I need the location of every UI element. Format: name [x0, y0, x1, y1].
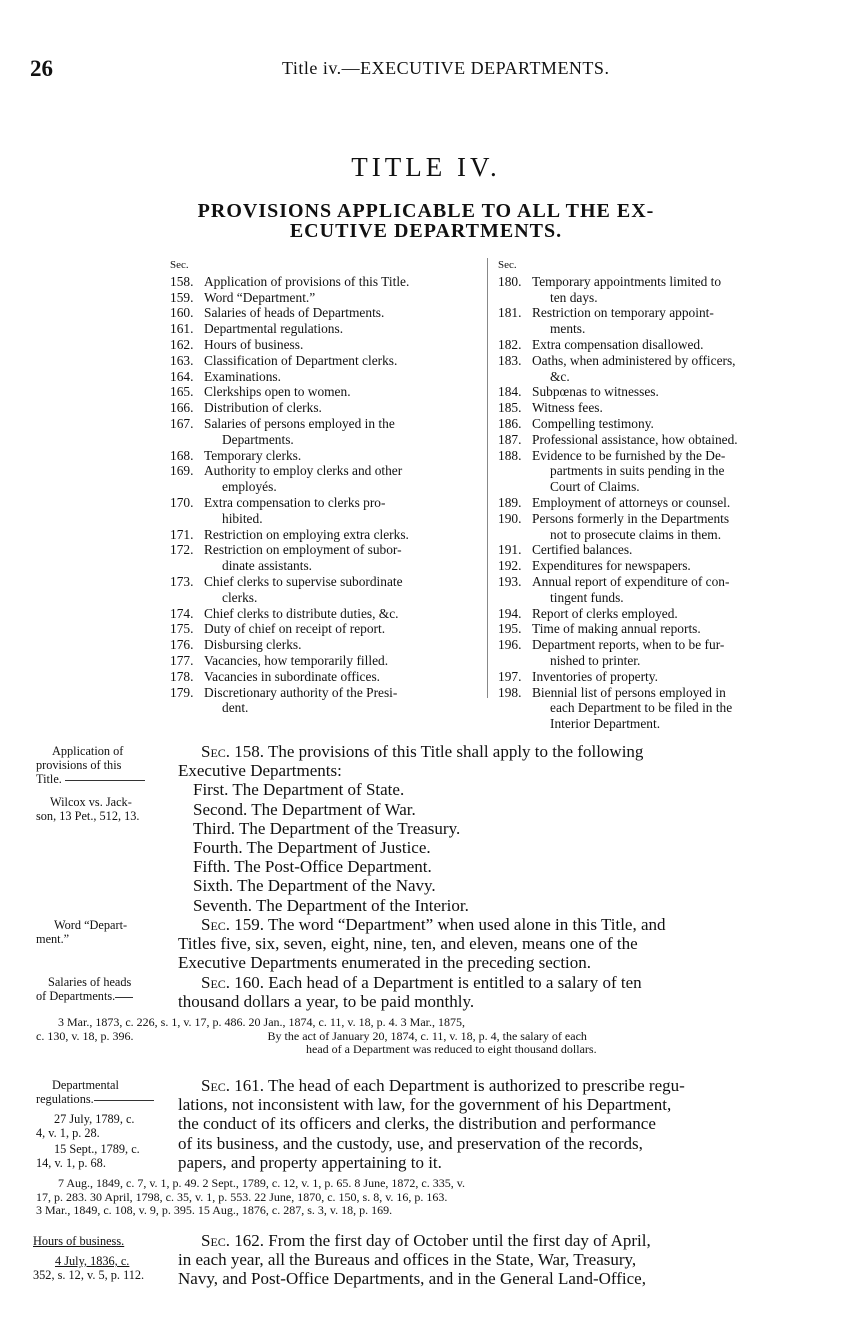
toc-entry: [498, 432, 818, 448]
toc-section-number: 165.: [170, 384, 194, 400]
toc-entry: [498, 274, 818, 290]
toc-entry: [498, 511, 818, 527]
toc-section-number: 189.: [498, 494, 522, 510]
toc-section-number: 190.: [498, 510, 522, 526]
margin-note-sept-1789: 15 Sept., 1789, c. 14, v. 1, p. 68.: [36, 1142, 140, 1170]
toc-section-number: 171.: [170, 526, 194, 542]
toc-section-number: 188.: [498, 447, 522, 463]
toc-section-number: 177.: [170, 652, 194, 668]
running-head: Title iv.—EXECUTIVE DEPARTMENTS.: [282, 58, 610, 78]
section-number: Sec. 162.: [201, 1231, 265, 1250]
toc-entry: [170, 685, 486, 701]
toc-left-column: [170, 258, 486, 716]
toc-entry-text: Witness fees.: [532, 400, 603, 416]
toc-entry: [170, 274, 486, 290]
toc-entry: [170, 606, 486, 622]
toc-entry: [498, 448, 818, 464]
toc-entry: [170, 369, 486, 385]
toc-entry-text: Inventories of property.: [532, 668, 658, 684]
list-item: Third. The Department of the Treasury.: [193, 818, 461, 838]
toc-entry: [170, 321, 486, 337]
toc-section-number: 158.: [170, 273, 194, 289]
toc-entry-text: Subpœnas to witnesses.: [532, 384, 659, 400]
margin-note-july-1836: 4 July, 1836, c. 352, s. 12, v. 5, p. 112.: [33, 1254, 145, 1282]
toc-entry-text: Vacancies, how temporarily filled.: [204, 652, 389, 668]
toc-section-number: 170.: [170, 494, 194, 510]
section-number: Sec. 159.: [201, 915, 265, 934]
toc-entry-continuation: dinate assistants.: [222, 558, 313, 574]
toc-entry: [498, 305, 818, 321]
toc-right-column: [498, 258, 818, 732]
toc-section-number: 159.: [170, 289, 194, 305]
toc-section-number: 160.: [170, 305, 194, 321]
toc-section-number: 193.: [498, 573, 522, 589]
toc-entry-text: Persons formerly in the Departments: [532, 510, 730, 526]
toc-entry: [170, 448, 486, 464]
toc-entry: [170, 305, 486, 321]
list-item: First. The Department of State.: [193, 780, 405, 800]
toc-section-number: 197.: [498, 668, 522, 684]
toc-section-number: 166.: [170, 400, 194, 416]
toc-entry-continuation: employés.: [222, 479, 277, 495]
toc-entry-text: Expenditures for newspapers.: [532, 558, 691, 574]
toc-entry: [170, 542, 486, 558]
toc-entry: [498, 606, 818, 622]
toc-entry-text: Disbursing clerks.: [204, 637, 302, 653]
toc-entry-continuation: Court of Claims.: [550, 479, 640, 495]
section-159: Sec. 159. The word “Department” when used alone in this Title, and Titles five, six, seven, eight, nine, ten, and eleven, means one of the Executive Departments enumerated in the preceding section.: [178, 915, 666, 973]
toc-section-number: 184.: [498, 384, 522, 400]
toc-section-number: 167.: [170, 415, 194, 431]
toc-entry-text: Restriction on employment of subor-: [204, 542, 402, 558]
toc-entry-text: Compelling testimony.: [532, 415, 654, 431]
toc-section-number: 187.: [498, 431, 522, 447]
toc-section-number: 192.: [498, 558, 522, 574]
toc-entry-continuation: dent.: [222, 700, 249, 716]
toc-entry-text: Distribution of clerks.: [204, 400, 322, 416]
toc-section-number: 182.: [498, 336, 522, 352]
toc-entry: [170, 416, 486, 432]
list-item: Second. The Department of War.: [193, 799, 416, 819]
toc-entry: [170, 400, 486, 416]
toc-entry: [498, 416, 818, 432]
toc-entry-text: Time of making annual reports.: [532, 621, 701, 637]
list-item: Seventh. The Department of the Interior.: [193, 895, 469, 915]
toc-entry-text: Chief clerks to supervise subordinate: [204, 573, 403, 589]
toc-entry-text: Restriction on employing extra clerks.: [204, 526, 409, 542]
toc-section-number: 164.: [170, 368, 194, 384]
toc-entry: [498, 558, 818, 574]
toc-entry-text: Salaries of persons employed in the: [204, 415, 395, 431]
toc-entry-text: Examinations.: [204, 368, 281, 384]
subtitle-line-2: ECUTIVE DEPARTMENTS.: [289, 220, 563, 242]
toc-entry: [498, 637, 818, 653]
toc-entry-text: Department reports, when to be fur-: [532, 637, 725, 653]
toc-entry-continuation: ten days.: [550, 289, 598, 305]
toc-entry: [170, 353, 486, 369]
toc-entry-continuation: not to prosecute claims in them.: [550, 526, 722, 542]
toc-section-number: 174.: [170, 605, 194, 621]
toc-entry-text: Restriction on temporary appoint-: [532, 305, 714, 321]
toc-entry-text: Discretionary authority of the Presi-: [204, 684, 398, 700]
toc-entry: [170, 384, 486, 400]
toc-section-number: 194.: [498, 605, 522, 621]
toc-section-number: 179.: [170, 684, 194, 700]
toc-section-number: 161.: [170, 321, 194, 337]
toc-entry: [498, 353, 818, 369]
statute-note-160: 3 Mar., 1873, c. 226, s. 1, v. 17, p. 486. 20 Jan., 1874, c. 11, v. 18, p. 4. 3 Mar., 1875, c. 130, v. 18, p. 396. By the act of January 20, 1874, c. 11, v. 18, p. 4, the salary of each head of a Department was reduced to eight thousand dollars.: [36, 1015, 597, 1057]
list-item: Sixth. The Department of the Navy.: [193, 876, 436, 896]
toc-entry-text: Professional assistance, how obtained.: [532, 431, 738, 447]
toc-section-number: 178.: [170, 668, 194, 684]
subtitle-line-1: PROVISIONS APPLICABLE TO ALL THE EX-: [197, 200, 655, 222]
toc-entry-text: Extra compensation to clerks pro-: [204, 494, 386, 510]
toc-entry: [170, 669, 486, 685]
toc-entry-text: Classification of Department clerks.: [204, 352, 398, 368]
section-number: Sec. 161.: [201, 1076, 265, 1095]
toc-entry-text: Oaths, when administered by officers,: [532, 352, 736, 368]
toc-entry: [498, 669, 818, 685]
toc-divider: [487, 258, 488, 698]
title-heading: TITLE IV.: [351, 152, 501, 182]
toc-section-number: 195.: [498, 621, 522, 637]
margin-note-salaries: Salaries of heads of Departments.: [36, 975, 132, 1003]
toc-entry-text: Certified balances.: [532, 542, 633, 558]
toc-entry-text: Salaries of heads of Departments.: [204, 305, 385, 321]
toc-entry-continuation: ments.: [550, 321, 586, 337]
toc-section-number: 175.: [170, 621, 194, 637]
toc-entry-text: Hours of business.: [204, 336, 304, 352]
toc-entry-text: Biennial list of persons employed in: [532, 684, 726, 700]
toc-entry: [170, 621, 486, 637]
toc-entry-text: Annual report of expenditure of con-: [532, 573, 730, 589]
toc-entry-text: Temporary appointments limited to: [532, 273, 722, 289]
toc-entry-continuation: clerks.: [222, 589, 258, 605]
toc-section-number: 169.: [170, 463, 194, 479]
toc-section-number: 162.: [170, 336, 194, 352]
list-item: Fourth. The Department of Justice.: [193, 838, 431, 858]
toc-entry: [498, 542, 818, 558]
toc-entry-text: Extra compensation disallowed.: [532, 336, 704, 352]
toc-entry-text: Vacancies in subordinate offices.: [204, 668, 380, 684]
toc-section-number: 176.: [170, 637, 194, 653]
toc-section-number: 168.: [170, 447, 194, 463]
toc-entry-text: Chief clerks to distribute duties, &c.: [204, 605, 399, 621]
toc-entry: [170, 337, 486, 353]
margin-note-departmental-regulations: Departmental regulations.: [36, 1078, 154, 1106]
toc-entry: [170, 290, 486, 306]
statute-note-161: 7 Aug., 1849, c. 7, v. 1, p. 49. 2 Sept., 1789, c. 12, v. 1, p. 65. 8 June, 1872, c. 335, v. 17, p. 283. 30 April, 1798, c. 35, v. 1, p. 553. 22 June, 1870, c. 150, s. 8, v. 16, p. 163. 3 Mar., 1849, c. 108, v. 9, p. 395. 15 Aug., 1876, c. 287, s. 3, v. 18, p. 169.: [36, 1176, 465, 1218]
toc-entry-text: Application of provisions of this Title.: [204, 273, 410, 289]
toc-entry: [498, 621, 818, 637]
toc-section-number: 198.: [498, 684, 522, 700]
section-number: Sec. 158.: [201, 742, 265, 761]
toc-entry: [170, 637, 486, 653]
toc-section-number: 163.: [170, 352, 194, 368]
toc-entry-text: Authority to employ clerks and other: [204, 463, 403, 479]
toc-entry-text: Report of clerks employed.: [532, 605, 678, 621]
toc-entry-continuation: each Department to be filed in the: [550, 700, 733, 716]
toc-section-number: 180.: [498, 273, 522, 289]
toc-entry-text: Temporary clerks.: [204, 447, 302, 463]
section-number: Sec. 160.: [201, 973, 265, 992]
toc-section-number: 191.: [498, 542, 522, 558]
toc-entry-continuation: tingent funds.: [550, 589, 624, 605]
section-158: Sec. 158. The provisions of this Title shall apply to the following Executive Departments: First. The Department of State. Second. The Department of War. Third. The Department of the Treasury. Fourth. The Department of Justice. Fifth. The Post-Office Department. Sixth. The Department of the Navy. Seventh. The Department of the Interior.: [178, 742, 644, 915]
toc-entry-text: Duty of chief on receipt of report.: [204, 621, 386, 637]
toc-section-number: 183.: [498, 352, 522, 368]
toc-entry-continuation: hibited.: [222, 510, 263, 526]
toc-entry: [498, 495, 818, 511]
toc-entry: [170, 527, 486, 543]
toc-entry: [170, 463, 486, 479]
margin-note-wilcox-case: Wilcox vs. Jack- son, 13 Pet., 512, 13.: [36, 795, 140, 823]
toc-section-number: 181.: [498, 305, 522, 321]
section-162: Sec. 162. From the first day of October until the first day of April, in each year, all the Bureaus and offices in the State, War, Treasury, Navy, and Post-Office Departments, and in the General Land-Office,: [178, 1231, 651, 1289]
margin-note-hours-of-business: Hours of business.: [33, 1234, 125, 1248]
toc-entry-text: Word “Department.”: [204, 289, 316, 305]
toc-entry: [170, 653, 486, 669]
page-number: 26: [30, 56, 53, 81]
toc-entry: [170, 495, 486, 511]
toc-section-number: 173.: [170, 573, 194, 589]
toc-section-number: 185.: [498, 400, 522, 416]
toc-entry-continuation: &c.: [550, 368, 570, 384]
toc-section-number: 172.: [170, 542, 194, 558]
section-160: Sec. 160. Each head of a Department is entitled to a salary of ten thousand dollars a year, to be paid monthly.: [178, 973, 642, 1012]
toc-entry: [498, 685, 818, 701]
toc-entry-text: Employment of attorneys or counsel.: [532, 494, 731, 510]
toc-sec-label: Sec.: [498, 259, 517, 271]
toc-entry-text: Evidence to be furnished by the De-: [532, 447, 726, 463]
toc-entry-continuation: partments in suits pending in the: [550, 463, 725, 479]
toc-entry: [498, 384, 818, 400]
list-item: Fifth. The Post-Office Department.: [193, 857, 432, 877]
toc-entry-continuation: Departments.: [222, 431, 294, 447]
toc-entry: [498, 400, 818, 416]
toc-entry-continuation: nished to printer.: [550, 652, 641, 668]
margin-note-july-1789: 27 July, 1789, c. 4, v. 1, p. 28.: [36, 1112, 135, 1140]
toc-entry: [498, 574, 818, 590]
toc-entry-continuation: Interior Department.: [550, 716, 661, 732]
section-161: Sec. 161. The head of each Department is authorized to prescribe regu- lations, not inconsistent with law, for the government of his Department, the conduct of its officers and clerks, the distribution and performance of its business, and the custody, use, and preservation of the records, papers, and property appertaining to it.: [178, 1076, 685, 1172]
margin-note-application: Application of provisions of this Title.: [36, 744, 145, 786]
toc-section-number: 196.: [498, 637, 522, 653]
toc-entry-text: Departmental regulations.: [204, 321, 344, 337]
toc-sec-label: Sec.: [170, 259, 189, 271]
toc-entry: [170, 574, 486, 590]
margin-note-word-department: Word “Depart- ment.”: [36, 918, 128, 946]
toc-entry-text: Clerkships open to women.: [204, 384, 351, 400]
toc-entry: [498, 337, 818, 353]
toc-section-number: 186.: [498, 415, 522, 431]
